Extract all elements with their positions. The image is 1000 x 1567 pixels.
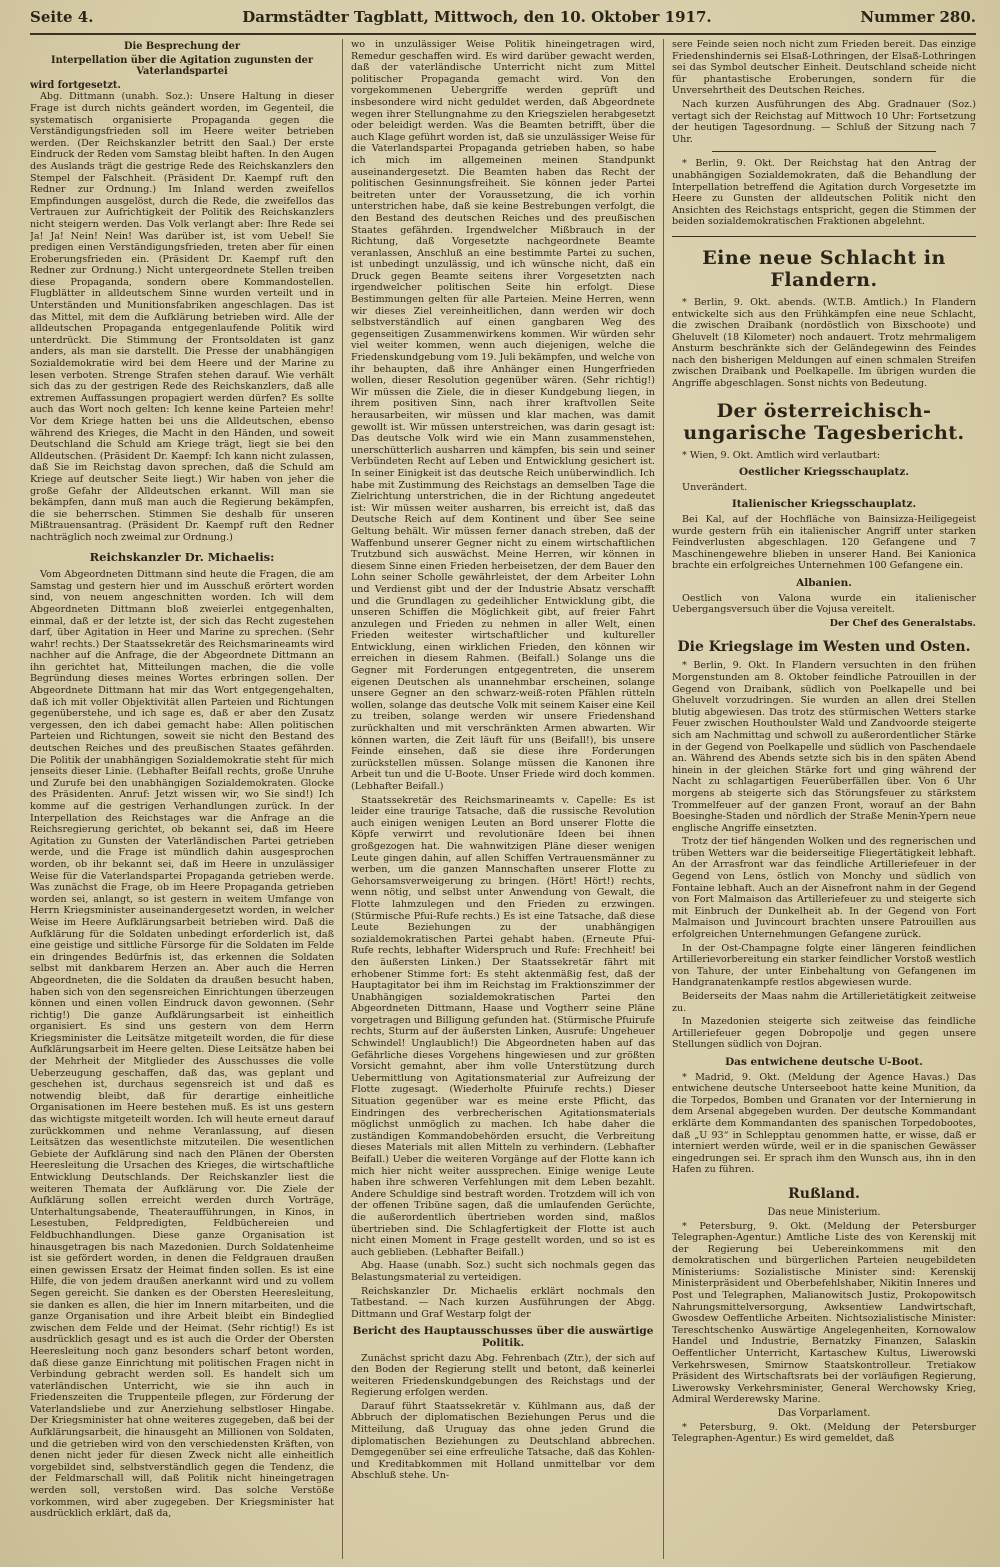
report-vorparlament: * Petersburg, 9. Okt. (Meldung der Petersburger Telegraphen-Agentur.) Es wird gemeldet, daß (672, 1421, 976, 1445)
article-heading-intro: Die Besprechung der (124, 41, 240, 52)
divider (672, 236, 976, 237)
report-kriegslage-5: In Mazedonien steigerte sich zeitweise das feindliche Artilleriefeuer gegen Dobropolje und gegen unsere Stellungen südlich von Dojran. (672, 1016, 976, 1051)
subheading-ministerium: Das neue Ministerium. (767, 1206, 881, 1218)
speech-michaelis: Vom Abgeordneten Dittmann sind heute die Fragen, die am Samstag und gestern hier und im Ausschuß erörtert worden sind, von neuem angeschnitten worden. Ich will dem Abgeordneten Dittmann bloß zweierlei entgegenhalten, einmal, daß er der letzte ist, der sich das Recht zugestehen darf, über Agitation in Heer und Marine zu sprechen. (Sehr wahr! rechts.) Der Staatssekretär des Reichsmarineamts wird nachher auf die Anfrage, die der Abgeordnete Dittmann an ihn gerichtet hat, Mitteilungen machen, die die volle Begründung dieses meines Wortes erbringen sollen. Der Abgeordnete Dittmann hat mir das Wort entgegengehalten, daß ich mit voller Objektivität allen Parteien und Richtungen gegenüberstehe, und ich sage es, daß er aber den Zusatz vergessen, den ich dabei gemacht habe: Allen politischen Parteien und Richtungen, soweit sie nicht den Bestand des deutschen Reiches und des preußischen Staates gefährden. Die Politik der unabhängigen Sozialdemokratie steht für mich jenseits dieser Linie. (Lebhafter Beifall rechts, große Unruhe und Zurufe bei den unabhängigen Sozialdemokraten. Glocke des Präsidenten. Anruf: Jetzt wissen wir, wo Sie sind!) Ich komme auf die gestrigen Verhandlungen zurück. In der Interpellation des Reichstages war die Anfrage an die Reichsregierung gerichtet, ob bekannt sei, daß im Heere Agitation zu Gunsten der Vaterländischen Partei getrieben werde, und die Frage ist mündlich dahin ausgesprochen worden, ob ihr bekannt sei, daß im Heere in unzulässiger Weise für die Vaterlandspartei Propaganda getrieben werde. Was zunächst die Frage, ob im Heere Propaganda getrieben worden sei, anlangt, so ist gestern in weitem Umfange von Herrn Kriegsminister auseinandergesetzt worden, in welcher Weise im Heere Aufklärungsarbeit betrieben wird. Daß die Aufklärung für die Soldaten unbedingt erforderlich ist, daß eine geistige und sittliche Fürsorge für die Soldaten im Felde ein dringendes Bedürfnis ist, das erkennen die Soldaten selbst mit dankbarem Herzen an. Aber auch die Herren Abgeordneten, die die Soldaten da draußen besucht haben, haben sich von den segensreichen Einrichtungen überzeugen können und einen vollen Eindruck davon gewonnen. (Sehr richtig!) Die ganze Aufklärungsarbeit ist einheitlich organisiert. Es sind uns gestern von dem Herrn Kriegsminister die Leitsätze mitgeteilt worden, die für diese Aufklärungsarbeit im Heere gelten. Diese Leitsätze haben bei der Mehrheit der Mitglieder des Ausschusses die volle Ueberzeugung geschaffen, daß das, was geplant und geschehen ist, durchaus segensreich ist und daß es notwendig bleibt, daß für derartige einheitliche Organisationen im Heere bestehen muß. Es ist uns gestern das wichtigste mitgeteilt worden. Ich will heute erneut darauf zurückkommen und nehme Veranlassung, auf diesen Leitsätzen das wesentlichste mitzuteilen. Die wesentlichen Gebiete der Aufklärung sind nach den Plänen der Obersten Heeresleitung die Ursachen des Krieges, die wirtschaftliche Entwicklung Deutschlands. Der Reichskanzler liest die weiteren Themata der Aufklärung vor. Die Ziele der Aufklärung sollen erreicht werden durch Vorträge, Unterhaltungsabende, Theateraufführungen, in Kinos, in Lesestuben, Feldpredigten, Feldbüchereien und Feldbuchhandlungen. Diese ganze Organisation ist hinausgetragen bis nach Mazedonien. Durch Soldatenheime ist sie gefördert worden, in denen die Feldgrauen draußen einen gewissen Ersatz der Heimat finden sollen. Es ist eine Hilfe, die von jedem draußen anerkannt wird und zu vollem Segen gereicht. Sie danken es der Obersten Heeresleitung, sie danken es allen, die hier im Innern mitarbeiten, und die ganze Organisation und ihre Arbeit bleibt ein Bindeglied zwischen dem Felde und der Heimat. (Sehr richtig!) Es ist ausdrücklich gesagt und es ist auch die Order der Obersten Heeresleitung noch ganz besonders scharf betont worden, daß diese ganze Einrichtung mit politischen Fragen nicht in Verbindung gebracht werden soll. Es handelt sich um vaterländischen Unterricht, wie sie ihn auch in Friedenszeiten die Truppenteile pflegen, zur Förderung der Vaterlandsliebe und zur Anerziehung selbstloser Hingabe. Der Kriegsminister hat ohne weiteres zugegeben, daß bei der Aufklärungsarbeit, die hinausgeht an Millionen von Soldaten, und die getrieben wird von den verschiedensten Kräften, von denen nicht jeder für diesen Zweck nicht alle einheitlich vorgebildet sind, selbstverständlich gegen die Tendenz, die der Feldmarschall will, daß Politik nicht hineingetragen werden soll, verstoßen wird. Das solche Verstöße vorkommen, wird aber zugegeben. Der Kriegsminister hat ausdrücklich erklärt, daß da, (30, 569, 334, 1520)
report-albanien: Oestlich von Valona wurde ein italienischer Uebergangsversuch über die Vojusa vereitelt. (672, 592, 976, 616)
continued-note: wird fortgesetzt. (30, 79, 121, 91)
column-1 (30, 39, 334, 1559)
report-oestlich: Unverändert. (682, 481, 748, 493)
speech-michaelis-cont: wo in unzulässiger Weise Politik hineingetragen wird, Remedur geschaffen wird. Es wird darüber gewacht werden, daß der vaterländische Unterricht nicht zum Mittel politischer Propaganda gemacht wird. Von den vorgekommenen Uebergriffe werden geprüft und insbesondere wird nicht geduldet werden, daß Abgeordnete wegen ihrer Stellungnahme zu den Kriegszielen herabgesetzt oder beleidigt werden. Was die Beamten betrifft, über die auch Klage geführt worden ist, daß sie unzulässiger Weise für die Vaterlandspartei Propaganda getrieben haben, so habe ich mich im allgemeinen meinen Standpunkt auseinandergesetzt. Die Beamten haben das Recht der politischen Gesinnungsfreiheit. Sie können jeder Partei beitreten unter der Voraussetzung, die ich vorhin unterstrichen habe, daß sie keine Bestrebungen verfolgt, die den Bestand des deutschen Reiches und des preußischen Staates gefährden. Irgendwelcher Mißbrauch in der Richtung, daß Vorgesetzte nachgeordnete Beamte veranlassen, Anschluß an eine bestimmte Partei zu suchen, ist unbedingt unzulässig, und ich wünsche nicht, daß ein Druck gegen Beamte seitens ihrer Vorgesetzten nach irgendwelcher politischen Seite hin erfolgt. Diese Bestimmungen gelten für alle Parteien. Meine Herren, wenn wir dieses Ziel vereinheitlichen, dann werden wir doch selbstverständlich auf einen gangbaren Weg des gegenseitigen Zusammenwirkens kommen. Wir würden sehr viel weiter kommen, wenn auch diejenigen, welche die Friedenskundgebung vom 19. Juli bekämpfen, und welche von ihr behaupten, daß ihre Anhänger einen Hungerfrieden wollen, dieser Resolution gegenüber wären. (Sehr richtig!) Wir müssen die Ziele, die in dieser Kundgebung liegen, in ihrem positiven Sinn, nach ihrer kraftvollen Seite herausarbeiten, wir müssen und klar machen, was damit gewollt ist. Wir müssen unterstreichen, was darin gesagt ist: Das deutsche Volk wird wie ein Mann zusammenstehen, unerschütterlich ausharren und kämpfen, bis sein und seiner Verbündeten Recht auf Leben und Entwicklung gesichert ist. In seiner Einigkeit ist das deutsche Reich unüberwindlich. Ich habe mit Zustimmung des Reichstags an demselben Tage die Zielrichtung unterstrichen, die in der Richtung angedeutet ist: Wir müssen weiter ausharren, bis erreicht ist, daß das Deutsche Reich auf dem Kontinent und über See seine Geltung behält. Wir müssen ferner danach streben, daß der Waffenbund unserer Gegner nicht zu einem wirtschaftlichen Trutzbund sich auswächst. Meine Herren, wir können in diesem Sinne einen Frieden herbeisetzen, der dem Bauer den Lohn seiner Scholle gewährleistet, der dem Arbeiter Lohn und Verdienst gibt und der der Industrie Absatz verschafft und die Grundlagen zu gedeihlicher Entwicklung gibt, die unseren Schiffen die Möglichkeit gibt, auf freier Fahrt anzulegen und Frieden zu nehmen in aller Welt, einen Frieden weitester wirtschaftlicher und kultureller Entwicklung, einen wirklichen Frieden, den können wir erreichen in diesem Rahmen. (Beifall.) Solange uns die Gegner mit Forderungen entgegentreten, die unserem eigenen Deutschen als unannehmbar erscheinen, solange unsere Gegner an den schwarz-weiß-roten Pfählen rütteln wollen, solange das deutsche Volk mit seinem Kaiser eine Keil zu treiben, solange werden wir unsere Friedenshand zurückhalten und mit verschränkten Armen abwarten. Wir können warten, die Zeit läuft für uns (Beifall!), bis unsere Feinde einsehen, daß sie diese ihre Forderungen zurückstellen müssen. Solange müssen die Kanonen ihre Arbeit tun und die U-Boote. Unser Friede wird doch kommen. (Lebhafter Beifall.) (351, 39, 655, 792)
report-kriegslage-4: Beiderseits der Maas nahm die Artillerietätigkeit zeitweise zu. (672, 991, 976, 1014)
speech-capelle: Staatssekretär des Reichsmarineamts v. Capelle: Es ist leider eine traurige Tatsache, daß die russische Revolution auch einigen wenigen Leuten an Bord unserer Flotte die Köpfe verwirrt und revolutionäre Ideen bei ihnen großgezogen hat. Die wahnwitzigen Pläne dieser wenigen Leute gingen dahin, auf allen Schiffen Vertrauensmänner zu werben, um die ganzen Mannschaften unserer Flotte zu Gehorsamsverweigerung zu bringen. (Hört! Hört!) rechts, wenn nötig, und selbst unter Anwendung von Gewalt, die Flotte lahmzulegen und den Frieden zu erzwingen. (Stürmische Pfui-Rufe rechts.) Es ist eine Tatsache, daß diese Leute Beziehungen zu der unabhängigen sozialdemokratischen Partei gehabt haben. (Erneute Pfui-Rufe rechts, lebhafter Widerspruch und Rufe: Frechheit! bei den äußersten Linken.) Der Staatssekretär fährt mit erhobener Stimme fort: Es steht aktenmäßig fest, daß der Hauptagitator bei ihm im Reichstag im Fraktionszimmer der Unabhängigen sozialdemokratischen Partei den Abgeordneten Dittmann, Haase und Vogtherr seine Pläne vorgetragen und Billigung gefunden hat. (Stürmische Pfuirufe rechts, Sturm auf der äußersten Linken, Ausrufe: Ungeheuer Schwindel! Unglaublich!) Die Abgeordneten haben auf das Gefährliche dieses Vorgehens hingewiesen und zur größten Vorsicht gemahnt, aber ihm volle Unterstützung durch Uebermittlung von Agitationsmaterial zur Aufreizung der Flotte zugesagt. (Wiederholte Pfuirufe rechts.) Dieser Situation gegenüber war es meine erste Pflicht, das Eindringen des verbrecherischen Agitationsmaterials möglichst unmöglich zu machen. Ich habe daher die zuständigen Kommandobehörden ersucht, die Verbreitung dieses Materials mit allen Mitteln zu verhindern. (Lebhafter Beifall.) Ueber die weiteren Vorgänge auf der Flotte kann ich mich hier nicht weiter aussprechen. Einige wenige Leute haben ihre schweren Verfehlungen mit dem Leben bezahlt. Andere Schuldige sind bestraft worden. Trotzdem will ich von der offenen Tribüne sagen, daß die umlaufenden Gerüchte, die außerordentlich übertrieben worden sind, maßlos übertrieben sind. Die Schlagfertigkeit der Flotte ist auch nicht einen Moment in Frage gestellt worden, und so ist es auch geblieben. (Lebhafter Beifall.) (351, 794, 655, 1258)
note-michaelis: Reichskanzler Dr. Michaelis erklärt nochmals den Tatbestand. — Nach kurzen Ausführungen der Abgg. Dittmann und Graf Westarp folgt der (351, 1285, 655, 1320)
headline-u-boot: Das entwichene deutsche U-Boot. (725, 1055, 923, 1068)
column-2 (342, 39, 655, 1559)
speaker-heading-michaelis: Reichskanzler Dr. Michaelis: (89, 549, 275, 564)
report-italien: Bei Kal, auf der Hochfläche von Bainsizza-Heiligegeist wurde gestern früh ein italienischer Angriff unter starken Feindverlusten abgeschlagen. 120 Gefangene und 7 Maschinengewehre blieben in unserer Hand. Bei Kanionica brachte ein erfolgreiches Unternehmen 100 Gefangene ein. (672, 514, 976, 572)
masthead (30, 8, 976, 35)
report-u-boot: * Madrid, 9. Okt. (Meldung der Agence Havas.) Das entwichene deutsche Unterseeboot hatte keine Munition, da die Torpedos, Bomben und Granaten vor der Internierung in dem Arsenal abgegeben wurden. Der deutsche Kommandant erklärte dem Kommandanten des spanischen Torpedobootes, daß „U 93“ in Schlepptau genommen hatte, er wisse, daß er interniert werden würde, weil er in die spanischen Gewässer eingedrungen sei. Er sprach ihm den Wunsch aus, ihn in den Hafen zu führen. (672, 1071, 976, 1176)
speech-fehrenbach: Zunächst spricht dazu Abg. Fehrenbach (Ztr.), der sich auf den Boden der Regierung stellt und betont, daß keinerlei weiteren Friedenskundgebungen des Reichstags und der Regierung erfolgen werden. (351, 1352, 655, 1399)
speech-kuehlmann-cont: sere Feinde seien noch nicht zum Frieden bereit. Das einzige Friedenshindernis sei Elsaß-Lothringen, der Elsaß-Lothringen sei das Symbol deutscher Einheit. Deutschland scheide nicht für phantastische Eroberungen, sondern für die Unversehrtheit des Deutschen Reiches. (672, 39, 976, 97)
headline-flandern: Eine neue Schlacht in Flandern. (702, 246, 946, 291)
column-3 (663, 39, 976, 1559)
heading-hauptausschuss: Bericht des Hauptausschusses über die auswärtige Politik. (352, 1325, 654, 1349)
report-kriegslage-2: Trotz der tief hängenden Wolken und des regnerischen und trüben Wetters war die beiderseitige Fliegertätigkeit lebhaft. An der Arrasfront war das feindliche Artilleriefeuer in der Gegend von Lens, östlich von Monchy und südlich von Fontaine lebhaft. Auch an der Aisnefront nahm in der Gegend von Fort Malmaison das Artilleriefeuer zu und steigerte sich mit Einbruch der Dunkelheit ab. In der Gegend von Fort Malmaison und Juvincourt brachten unsere Patrouillen aus erfolgreichen Unternehmungen Gefangene zurück. (672, 836, 976, 941)
report-kriegslage-1: * Berlin, 9. Okt. In Flandern versuchten in den frühen Morgenstunden am 8. Oktober feindliche Patrouillen in der Gegend von Draibank, südlich von Poelkapelle und bei Gheluvelt vorzudringen. Sie wurden an allen drei Stellen blutig abgewiesen. Das trotz des stürmischen Wetters starke Feuer zwischen Houthoulster Wald und Zandvoorde steigerte sich am Nachmittag und schwoll zu außerordentlicher Stärke in der Gegend von Poelkapelle und südlich von Paschendaele an. Während des Abends setzte sich bis in den späten Abend hinein in der gleichen Stärke fort und ging während der Nacht zu schlagartigen Feuerüberfällen über. Von 6 Uhr morgens ab steigerte sich das Störungsfeuer zu stärkstem Trommelfeuer auf der ganzen Front, worauf an der Bahn Boesinghe-Staden und nördlich der Straße Menin-Ypern neue englische Angriffe einsetzten. (672, 660, 976, 834)
page-number: Seite 4. (30, 8, 94, 26)
subheading-albanien: Albanien. (796, 577, 852, 589)
subheading-italien: Italienischer Kriegsschauplatz. (731, 498, 917, 511)
report-reichstag-vote: * Berlin, 9. Okt. Der Reichstag hat den Antrag der unabhängigen Sozialdemokraten, daß die Behandlung der Interpellation betreffend die Agitation durch Vorgesetzte im Heere zu Gunsten der alldeutschen Politik nicht den Ansichten des Reichstags entspricht, gegen die Stimmen der beiden sozialdemokratischen Fraktionen abgelehnt. (672, 158, 976, 228)
note-gradnauer: Nach kurzen Ausführungen des Abg. Gradnauer (Soz.) vertagt sich der Reichstag auf Mittwoch 10 Uhr: Fortsetzung der heutigen Tagesordnung. — Schluß der Sitzung nach 7 Uhr. (672, 98, 976, 145)
report-wien-dateline: * Wien, 9. Okt. Amtlich wird verlautbart: (682, 449, 881, 461)
subheading-oestlich: Oestlicher Kriegsschauplatz. (738, 466, 910, 479)
headline-russland: Rußland. (788, 1185, 860, 1202)
article-heading-interpellation: Interpellation über die Agitation zugunsten der Vaterlandspartei (50, 54, 313, 78)
newspaper-title: Darmstädter Tagblatt, Mittwoch, den 10. Oktober 1917. (242, 8, 712, 26)
speech-dittmann: Abg. Dittmann (unabh. Soz.): Unsere Haltung in dieser Frage ist durch nichts geändert worden, im Gegenteil, die systematisch organisierte Propaganda gegen die Verständigungsfrieden soll im Heere weiter betrieben werden. (Der Reichskanzler betritt den Saal.) Der erste Eindruck der Reden vom Samstag bleibt haften. In den Augen des Auslands trägt die gestrige Rede des Reichskanzlers den Stempel der Falschheit. (Präsident Dr. Kaempf ruft den Redner zur Ordnung.) Im Inland werden zweifellos Empfindungen ausgelöst, durch die Rede, die zweifellos das Vertrauen zur Aufrichtigkeit der Politik des Reichskanzlers nicht steigern werden. Das Volk verlangt aber: Ihre Rede sei Ja! Ja! Nein! Nein! Was darüber ist, ist vom Uebel! Sie predigen einen Verständigungsfrieden, treten aber für einen Eroberungsfrieden ein. (Präsident Dr. Kaempf ruft den Redner zur Ordnung.) Nicht untergeordnete Stellen treiben diese Propaganda, sondern obere Kommandostellen. Flugblätter in alldeutschem Sinne wurden verteilt und in Unterständen und Munitionsfabriken angeschlagen. Das ist das Mittel, mit dem die Aufklärung betrieben wird. Alle der alldeutschen Propaganda entgegenlaufende Politik wird unterdrückt. Die Stimmung der Frontsoldaten ist ganz anders, als man sie darstellt. Die Presse der unabhängigen Sozialdemokratie wird bei dem Heere und der Marine zu lesen verboten. Strenge Strafen stehen darauf. Wie verhält sich das zu der gestrigen Rede des Reichskanzlers, daß alle extremen Auffassungen propagiert werden dürfen? Es sollte auch das Wort noch gelten: Ich kenne keine Parteien mehr! Vor dem Kriege hatten bei uns die Alldeutschen, ebenso während des Krieges, die Macht in den Händen, und soweit Deutschland die Schuld am Kriege trägt, liegt sie bei den Alldeutschen. (Präsident Dr. Kaempf: Ich kann nicht zulassen, daß Sie im Reichstag davon sprechen, daß die Schuld am Kriege auf deutscher Seite liegt.) Wir haben von jeher die große Gefahr der Alldeutschen erkannt. Will man sie bekämpfen, dann muß man auch die Regierung bekämpfen, die sie beherrschen. Stimmen Sie deshalb für unseren Mißtrauensantrag. (Präsident Dr. Kaempf ruft den Redner nachträglich noch zweimal zur Ordnung.) (30, 91, 334, 543)
headline-oesterreich-ungarn: Der österreichisch-ungarische Tagesbericht. (683, 399, 965, 444)
report-ministerium: * Petersburg, 9. Okt. (Meldung der Petersburger Telegraphen-Agentur.) Amtliche Liste des von Kerenskij mit der Regierung bei Uebereinkommens mit den demokratischen und bürgerlichen Parteien neugebildeten Ministeriums: Sozialistische Minister sind: Kerenskij Ministerpräsident und Oberbefehlshaber, Nikitin Inneres und Post und Telegraphen, Malianowitsch Justiz, Prokopowitsch Nahrungsmittelversorgung, Awksentiew Landwirtschaft, Gwosdew Oeffentliche Arbeiten. Nichtsozialistische Minister: Tereschtschenko Auswärtige Angelegenheiten, Kornowalow Handel und Industrie, Bernatzky Finanzen, Salaskin Oeffentlicher Unterricht, Kartaschew Kultus, Liwerowski Verkehrswesen, Smirnow Staatskontrolleur. Tretiakow Präsident des Wirtschaftsrats bei der vorläufigen Regierung, Liwerowsky Verkehrsminister, General Werchowsky Krieg, Admiral Werderewsky Marine. (672, 1220, 976, 1406)
report-flandern: * Berlin, 9. Okt. abends. (W.T.B. Amtlich.) In Flandern entwickelte sich aus den Frühkämpfen eine neue Schlacht, die zwischen Draibank (nordöstlich von Bixschoote) und Gheluvelt (18 Kilometer) noch andauert. Trotz mehrmaligem Ansturm beschränkte sich der Geländegewinn des Feindes nach den bisherigen Meldungen auf einen schmalen Streifen zwischen Draibank und Poelkapelle. Im übrigen wurden die Angriffe abgeschlagen. Sonst nichts von Bedeutung. (672, 296, 976, 390)
divider (712, 151, 936, 152)
report-kriegslage-3: In der Ost-Champagne folgte einer längeren feindlichen Artillerievorbereitung ein starker feindlicher Vorstoß westlich von Tahure, der unter Einbehaltung von Gefangenen im Handgranatenkampfe restlos abgewiesen wurde. (672, 942, 976, 989)
subheading-vorparlament: Das Vorparlament. (777, 1408, 871, 1419)
headline-kriegslage: Die Kriegslage im Westen und Osten. (677, 639, 971, 656)
note-haase: Abg. Haase (unabh. Soz.) sucht sich nochmals gegen das Belastungsmaterial zu verteidigen. (351, 1260, 655, 1283)
speech-kuehlmann: Darauf führt Staatssekretär v. Kühlmann aus, daß der Abbruch der diplomatischen Beziehungen Perus und die Mitteilung, daß Uruguay das ohne jeden Grund die diplomatischen Beziehungen zu Deutschland abbrechen. Demgegenüber sei eine erfreuliche Tatsache, daß das Kohlen- und Kreditabkommen mit Holland unmittelbar vor dem Abschluß stehe. Un- (351, 1400, 655, 1482)
issue-number: Nummer 280. (860, 8, 976, 26)
signature-generalstab: Der Chef des Generalstabs. (829, 617, 976, 629)
